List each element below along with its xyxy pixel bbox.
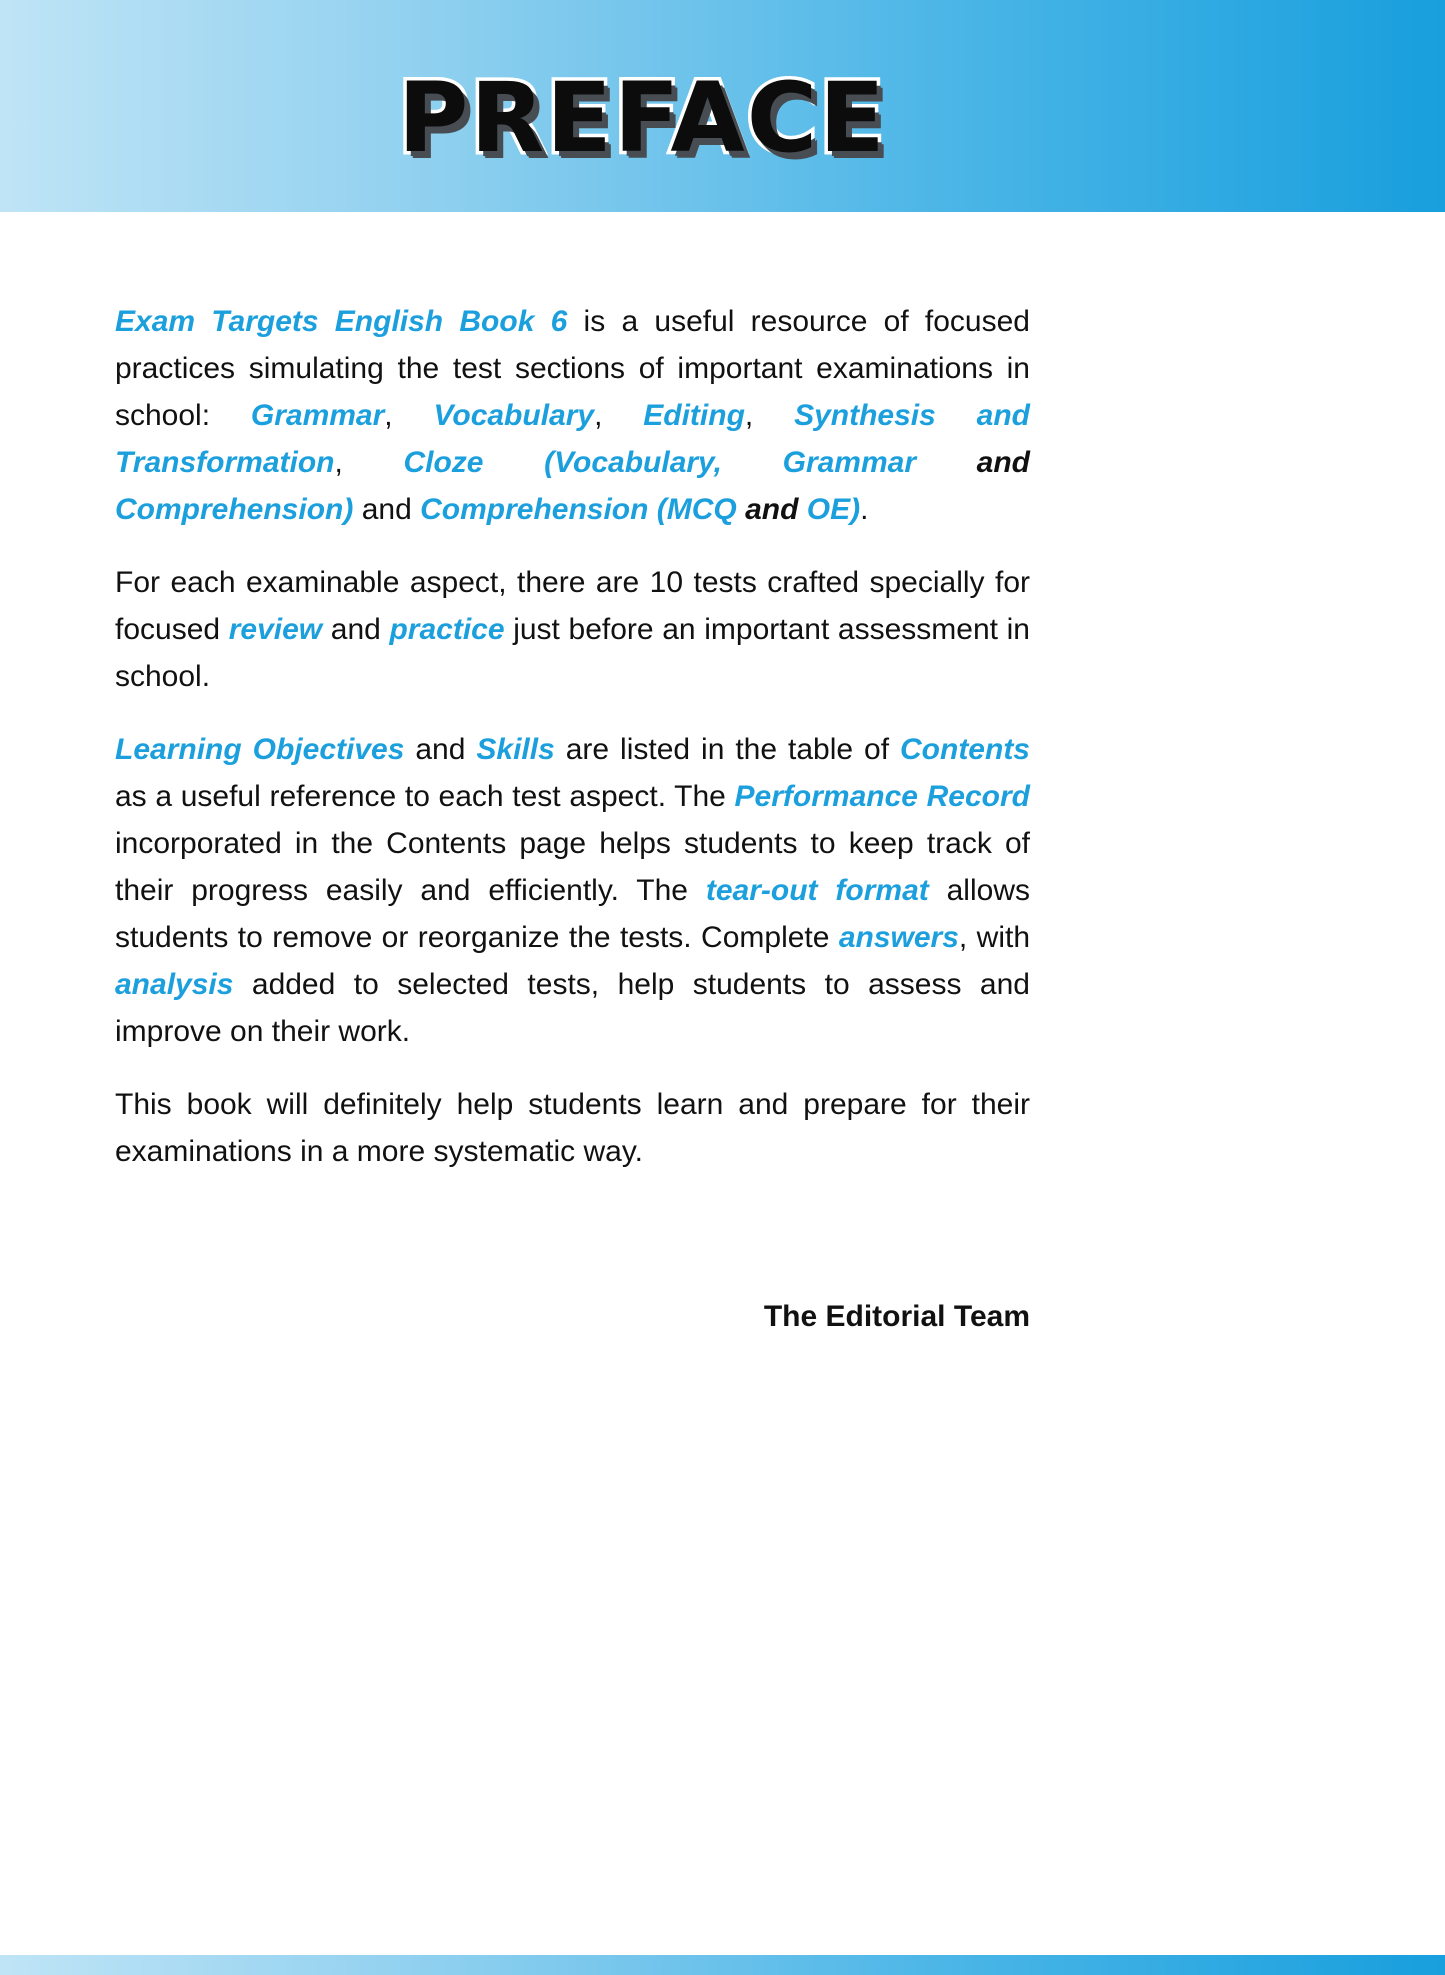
text-segment: Performance Record — [734, 780, 1030, 813]
footer-bar — [0, 1955, 1445, 1975]
text-segment: and — [745, 493, 799, 526]
text-segment: incorporated in the Contents page helps students to keep track of their progress easily and efficiently. The — [115, 827, 1030, 907]
text-segment: and — [322, 613, 390, 646]
text-segment: , — [334, 446, 404, 479]
paragraph-container — [115, 298, 1030, 1175]
text-segment: and — [976, 446, 1030, 479]
text-segment: as a useful reference to each test aspect. The — [115, 780, 735, 813]
text-segment: added to selected tests, help students to assess and improve on their work. — [115, 968, 1030, 1048]
text-segment: Comprehension) — [115, 493, 354, 526]
text-segment: and — [404, 733, 477, 766]
paragraph — [115, 559, 1030, 700]
text-segment: This book will definitely help students learn and prepare for their examinations in a more systematic way. — [115, 1088, 1030, 1168]
text-segment: just before an important assessment in school. — [115, 613, 1030, 693]
text-segment: . — [860, 493, 869, 526]
paragraph — [115, 1081, 1030, 1175]
text-segment: tear-out format — [705, 874, 929, 907]
text-segment: Skills — [476, 733, 555, 766]
text-segment: Learning Objectives — [115, 733, 405, 766]
text-segment: Editing — [643, 399, 745, 432]
text-segment: , — [594, 399, 644, 432]
text-segment: OE) — [798, 493, 861, 526]
text-segment: are listed in the table of — [554, 733, 900, 766]
text-segment: Grammar — [250, 399, 385, 432]
text-segment: review — [228, 613, 323, 646]
paragraph — [115, 298, 1030, 533]
text-segment: Vocabulary — [433, 399, 595, 432]
text-segment: answers — [838, 921, 959, 954]
text-segment: , — [744, 399, 795, 432]
text-segment: For each examinable aspect, there are 10 tests crafted specially for focused — [115, 566, 1030, 646]
text-segment: Cloze (Vocabulary, Grammar — [403, 446, 977, 479]
text-segment: analysis — [115, 968, 234, 1001]
page-title: PREFACE — [398, 62, 887, 174]
text-segment: and — [353, 493, 421, 526]
preface-body — [0, 212, 1445, 1340]
text-segment: Synthesis and Transformation — [115, 399, 1030, 479]
text-segment: Exam Targets English Book 6 — [115, 305, 568, 338]
text-segment: , with — [958, 921, 1031, 954]
text-segment: Comprehension (MCQ — [420, 493, 746, 526]
signature: The Editorial Team — [763, 1300, 1030, 1333]
text-segment: allows students to remove or reorganize the tests. Complete — [115, 874, 1030, 954]
header-banner — [0, 0, 1445, 212]
text-segment: is a useful resource of focused practices simulating the test sections of important examinations in school: — [115, 305, 1030, 432]
text-segment: , — [384, 399, 434, 432]
paragraph — [115, 726, 1030, 1055]
text-segment: practice — [389, 613, 505, 646]
text-segment: Contents — [900, 733, 1030, 766]
